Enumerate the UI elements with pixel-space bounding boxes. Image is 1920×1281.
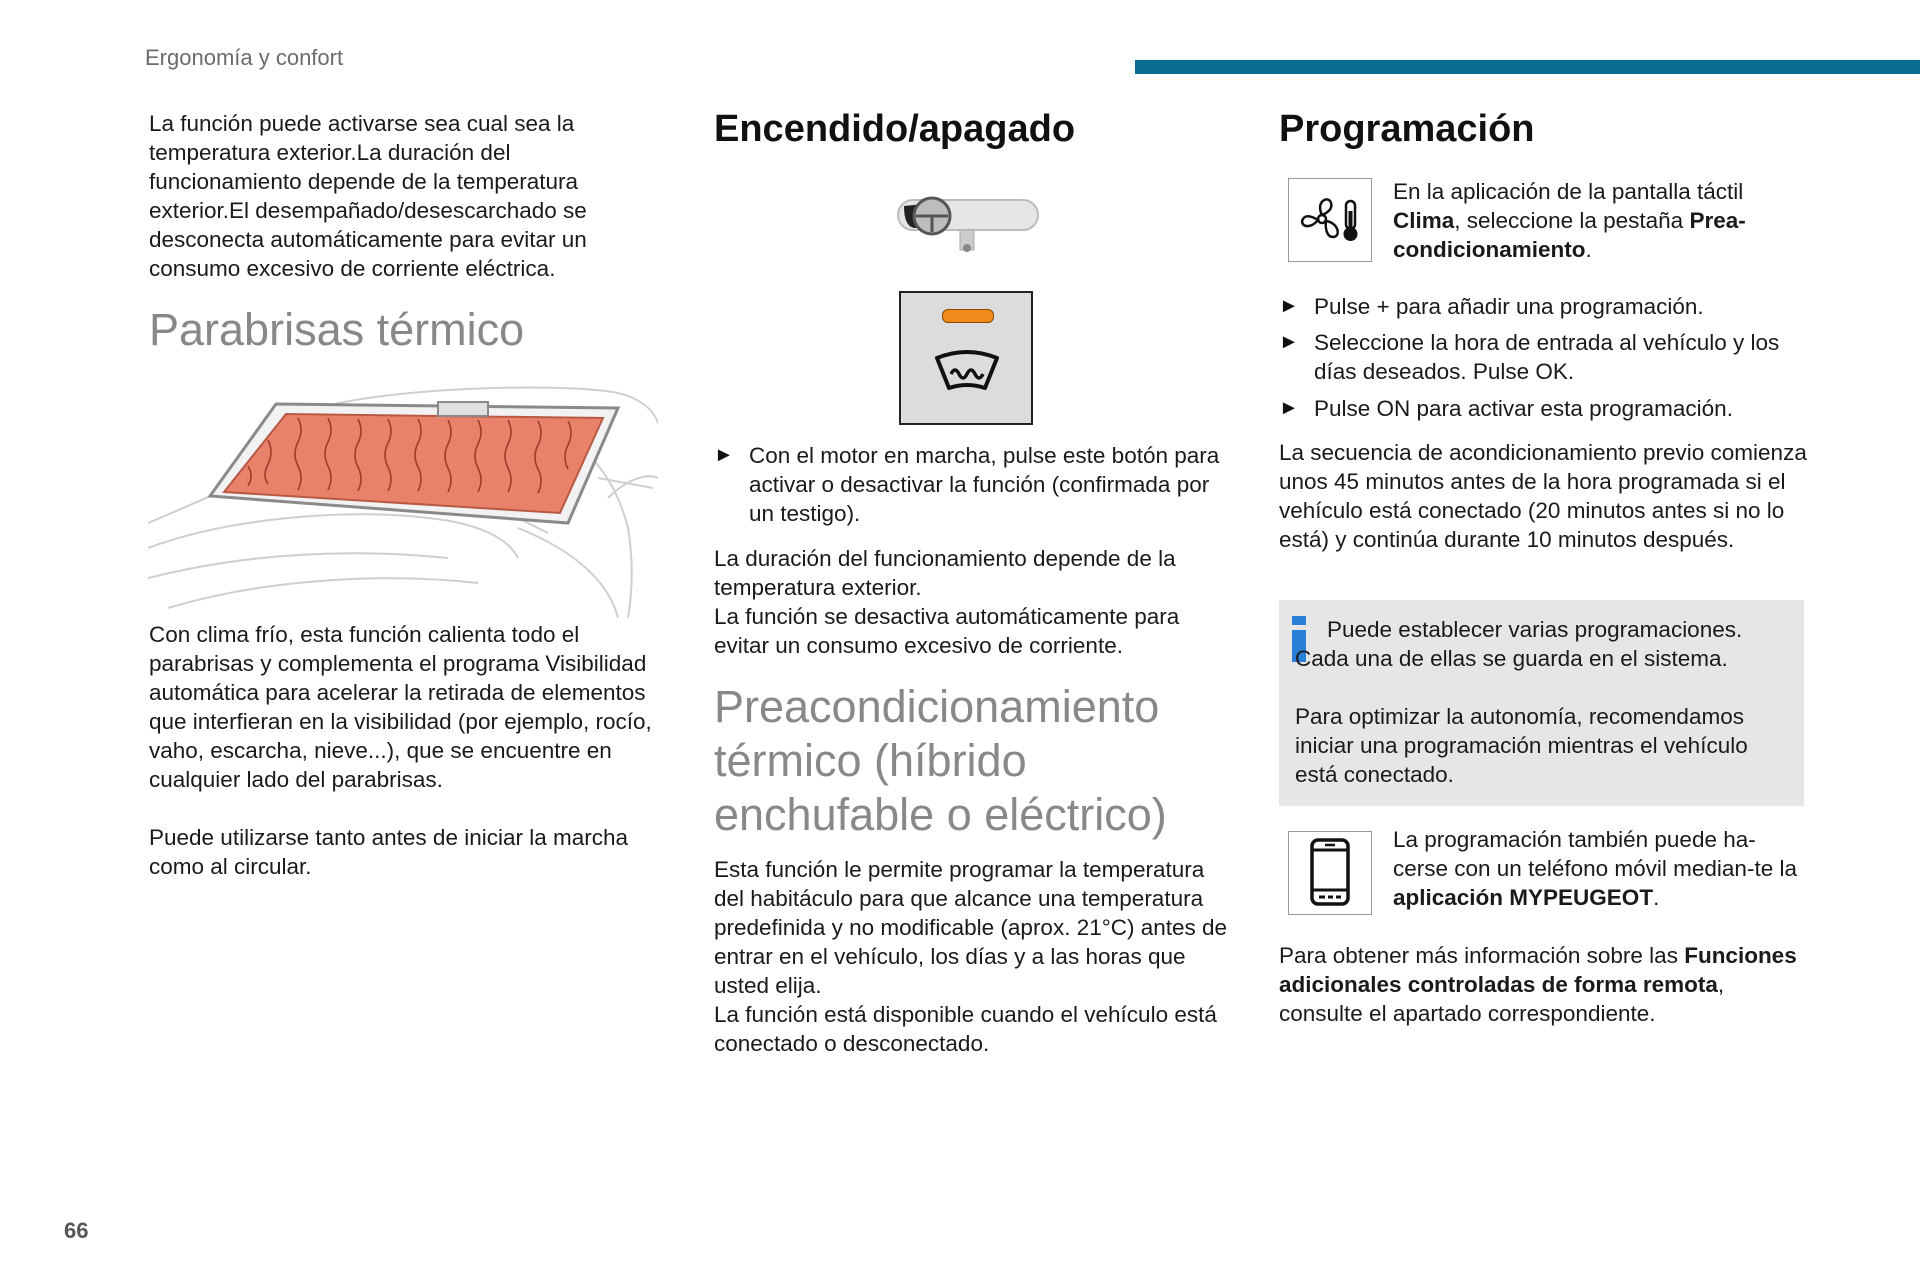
parabrisas-body-2: Puede utilizarse tanto antes de iniciar la marcha como al circular. bbox=[149, 825, 629, 879]
header-accent-bar bbox=[1135, 60, 1920, 74]
heading-preacondicionamiento: Preacondicionamiento térmico (híbrido enchufable o eléctrico) bbox=[714, 681, 1167, 840]
parabrisas-body-1: Con clima frío, esta función calienta todo el parabrisas y complementa el programa Visibilidad automática para acelerar la retirada de elementos que interfieran en la visibilidad (por ejemplo, rocío, vaho, escarcha, nieve...), que se encuentre en cualquier lado del parabrisas. bbox=[149, 622, 652, 792]
bullet-programacion-1: ► Pulse + para añadir una programación. bbox=[1279, 294, 1704, 319]
status-indicator-led bbox=[942, 309, 994, 323]
programacion-p1: La secuencia de acondicionamiento previo comienza unos 45 minutos antes de la hora programada si el vehículo está conectado (20 minutos antes si no lo está) y continúa durante 10 minutos después. bbox=[1279, 440, 1807, 552]
heated-windshield-illustration bbox=[148, 378, 658, 618]
clima-app-icon-box bbox=[1288, 178, 1372, 262]
encendido-p2: La función se desactiva automáticamente para evitar un consumo excesivo de corriente. bbox=[714, 604, 1180, 658]
windshield-defrost-icon bbox=[933, 348, 1001, 394]
bullet-arrow-icon: ► bbox=[1279, 295, 1299, 317]
bullet-arrow-icon: ► bbox=[714, 444, 734, 466]
mypeugeot-instruction: La programación también puede ha-cerse con un teléfono móvil median-te la aplicación MYPEUGEOT. bbox=[1393, 827, 1797, 910]
section-label: Ergonomía y confort bbox=[145, 45, 344, 70]
heading-parabrisas: Parabrisas térmico bbox=[149, 304, 525, 355]
clima-instruction: En la aplicación de la pantalla táctil Clima, seleccione la pestaña Prea-condicionamiento. bbox=[1393, 179, 1746, 262]
bullet-programacion-2: ► Seleccione la hora de entrada al vehículo y los días deseados. Pulse OK. bbox=[1279, 330, 1780, 384]
bullet-programacion-3: ► Pulse ON para activar esta programación. bbox=[1279, 396, 1733, 421]
heading-programacion: Programación bbox=[1279, 108, 1535, 150]
final-paragraph: Para obtener más información sobre las Funciones adicionales controladas de forma remota, consulte el apartado correspondiente. bbox=[1279, 943, 1797, 1026]
bullet-encendido: ► Con el motor en marcha, pulse este botón para activar o desactivar la función (confirmada por un testigo). bbox=[714, 443, 1220, 526]
info-text-1: Puede establecer varias programaciones. Cada una de ellas se guarda en el sistema. bbox=[1295, 617, 1743, 671]
smartphone-icon bbox=[1289, 832, 1371, 914]
heading-encendido: Encendido/apagado bbox=[714, 108, 1076, 150]
preacond-p3: Esta función le permite programar la temperatura del habitáculo para que alcance una temperatura predefinida y no modificable (aprox. 21°C) antes de entrar en el vehículo, los días y a las horas que usted elija. bbox=[714, 857, 1228, 998]
heated-windshield-button[interactable] bbox=[899, 291, 1033, 425]
encendido-p1: La duración del funcionamiento depende de la temperatura exterior. bbox=[714, 546, 1176, 600]
phone-app-icon-box bbox=[1288, 831, 1372, 915]
bullet-arrow-icon: ► bbox=[1279, 331, 1299, 353]
bullet-arrow-icon: ► bbox=[1279, 397, 1299, 419]
steering-mirror-icon bbox=[896, 192, 1042, 262]
intro-paragraph: La función puede activarse sea cual sea la temperatura exterior.La duración del funcionamiento depende de la temperatura exterior.El desempañado/desescarchado se desconecta automáticamente para evitar un consumo excesivo de corriente eléctrica. bbox=[149, 111, 587, 281]
info-text-2: Para optimizar la autonomía, recomendamos iniciar una programación mientras el vehículo está conectado. bbox=[1295, 704, 1748, 787]
page-number: 66 bbox=[64, 1218, 89, 1243]
preacond-p4: La función está disponible cuando el vehículo está conectado o desconectado. bbox=[714, 1002, 1217, 1056]
fan-thermometer-icon bbox=[1289, 179, 1371, 261]
windshield-heat-icon bbox=[210, 402, 618, 523]
